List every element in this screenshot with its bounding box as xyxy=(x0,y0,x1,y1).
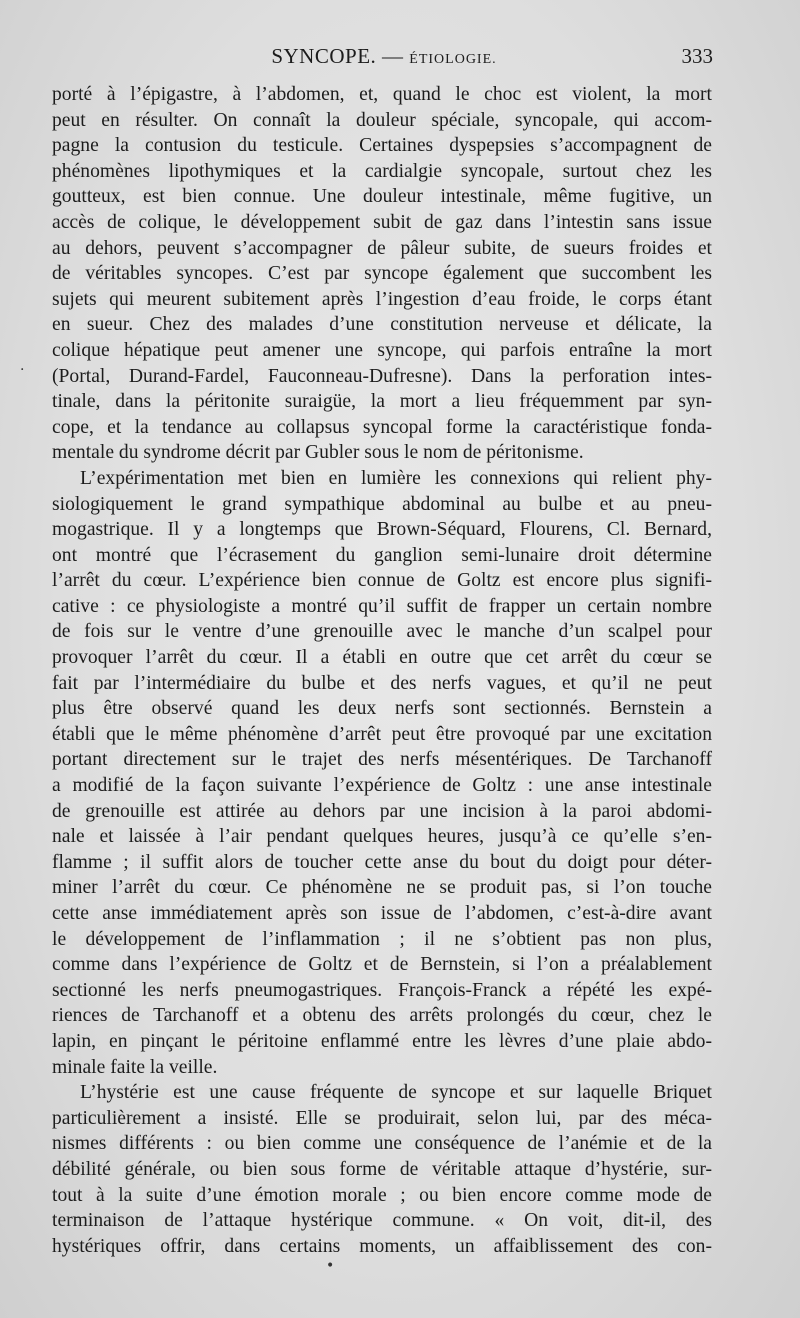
text-line: cope, et la tendance au collapsus syncopal forme la caractéristique fonda- xyxy=(52,416,712,438)
text-line: L’expérimentation met bien en lumière les connexions qui relient phy- xyxy=(80,467,712,489)
text-line: a modifié de la façon suivante l’expérience de Goltz : une anse intestinale xyxy=(52,775,712,797)
text-line: comme dans l’expérience de Goltz et de Bernstein, si l’on a préalablement xyxy=(52,954,712,976)
text-line: tout à la suite d’une émotion morale ; ou bien encore comme mode de xyxy=(52,1184,712,1206)
text-line: cette anse immédiatement après son issue de l’abdomen, c’est-à-dire avant xyxy=(52,903,712,924)
text-line: mentale du syndrome décrit par Gubler sous le nom de péritonisme. xyxy=(52,442,584,464)
text-line: minale faite la veille. xyxy=(52,1056,218,1078)
text-line: plus être observé quand les deux nerfs sont sectionnés. Bernstein a xyxy=(52,698,712,720)
ink-speck: • xyxy=(326,1258,335,1274)
text-line: flamme ; il suffit alors de toucher cette anse du bout du doigt pour déter- xyxy=(52,851,712,873)
text-line: de véritables syncopes. C’est par syncope également que succombent les xyxy=(52,263,712,285)
text-line: phénomènes lipothymiques et la cardialgie syncopale, surtout chez les xyxy=(52,160,712,182)
text-line: l’arrêt du cœur. L’expérience bien connue de Goltz est encore plus signifi- xyxy=(52,570,712,592)
text-line: colique hépatique peut amener une syncope, qui parfois entraîne la mort xyxy=(52,339,712,361)
text-line: nismes différents : ou bien comme une conséquence de l’anémie et de la xyxy=(52,1133,712,1155)
running-title xyxy=(55,44,713,69)
header-dash: — xyxy=(382,44,404,68)
text-line: fait par l’intermédiaire du bulbe et des nerfs vagues, et qu’il ne peut xyxy=(52,672,712,694)
text-line: hystériques offrir, dans certains moments, un affaiblissement des con- xyxy=(52,1235,712,1257)
text-line: tinale, dans la péritonite suraigüe, la mort a lieu fréquemment par syn- xyxy=(52,391,712,413)
text-line: accès de colique, le développement subit de gaz dans l’intestin sans issue xyxy=(52,211,712,233)
text-line: ont montré que l’écrasement du ganglion semi-lunaire droit détermine xyxy=(52,544,712,566)
text-line: L’hystérie est une cause fréquente de syncope et sur laquelle Briquet xyxy=(80,1082,712,1104)
text-line: goutteux, est bien connue. Une douleur intestinale, même fugitive, un xyxy=(52,186,712,208)
text-line: sujets qui meurent subitement après l’ingestion d’eau froide, le corps étant xyxy=(52,288,712,310)
text-line: sectionné les nerfs pneumogastriques. François-Franck a répété les expé- xyxy=(52,979,712,1001)
text-line: de grenouille est attirée au dehors par une incision à la paroi abdomi- xyxy=(52,800,712,822)
text-line: le développement de l’inflammation ; il ne s’obtient pas non plus, xyxy=(52,928,712,950)
text-line: lapin, en pinçant le péritoine enflammé entre les lèvres d’une plaie abdo- xyxy=(52,1030,712,1052)
text-line: pagne la contusion du testicule. Certaines dyspepsies s’accompagnent de xyxy=(52,135,712,157)
running-header xyxy=(55,44,713,74)
text-line: miner l’arrêt du cœur. Ce phénomène ne se produit pas, si l’on touche xyxy=(52,877,712,899)
text-line: peut en résulter. On connaît la douleur spéciale, syncopale, qui accom- xyxy=(52,109,712,131)
text-line: établi que le même phénomène d’arrêt peut être provoqué par une excitation xyxy=(52,723,712,745)
header-section: ÉTIOLOGIE. xyxy=(409,52,497,67)
body-text xyxy=(52,82,712,1259)
text-line: (Portal, Durand-Fardel, Fauconneau-Dufresne). Dans la perforation intes- xyxy=(52,365,712,387)
text-line: en sueur. Chez des malades d’une constitution nerveuse et délicate, la xyxy=(52,314,712,336)
text-line: nale et laissée à l’air pendant quelques heures, jusqu’à ce qu’elle s’en- xyxy=(52,826,712,848)
text-line: au dehors, peuvent s’accompagner de pâleur subite, de sueurs froides et xyxy=(52,237,712,259)
text-line: siologiquement le grand sympathique abdominal au bulbe et au pneu- xyxy=(52,493,712,515)
margin-speck: · xyxy=(20,362,25,378)
text-line: particulièrement a insisté. Elle se produirait, selon lui, par des méca- xyxy=(52,1107,712,1129)
header-title: SYNCOPE. xyxy=(271,44,377,68)
text-line: provoquer l’arrêt du cœur. Il a établi en outre que cet arrêt du cœur se xyxy=(52,647,712,669)
text-line: débilité générale, ou bien sous forme de véritable attaque d’hystérie, sur- xyxy=(52,1158,712,1180)
text-line: riences de Tarchanoff et a obtenu des arrêts prolongés du cœur, chez le xyxy=(52,1005,712,1027)
text-line: porté à l’épigastre, à l’abdomen, et, quand le choc est violent, la mort xyxy=(52,84,712,105)
text-line: cative : ce physiologiste a montré qu’il suffit de frapper un certain nombre xyxy=(52,595,712,617)
text-line: mogastrique. Il y a longtemps que Brown-Séquard, Flourens, Cl. Bernard, xyxy=(52,519,712,541)
text-line: terminaison de l’attaque hystérique commune. « On voit, dit-il, des xyxy=(52,1210,712,1232)
page-number: 333 xyxy=(681,44,713,68)
text-line: portant directement sur le trajet des nerfs mésentériques. De Tarchanoff xyxy=(52,749,712,771)
text-line: de fois sur le ventre d’une grenouille avec le manche d’un scalpel pour xyxy=(52,621,712,643)
